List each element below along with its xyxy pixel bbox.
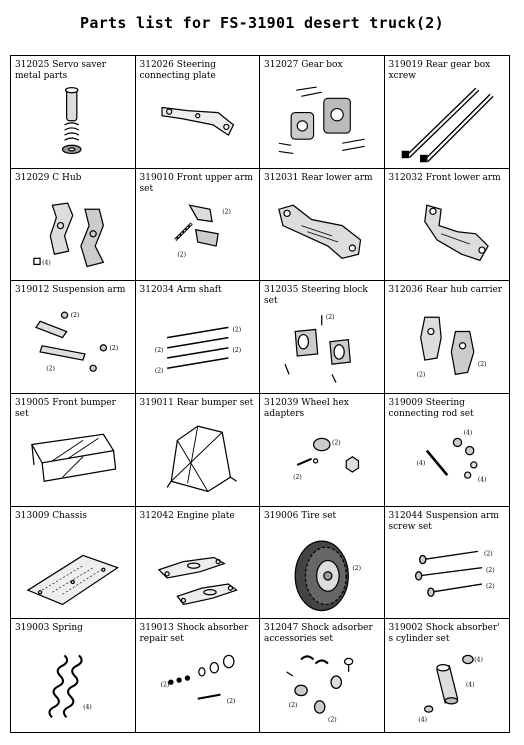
part-label: 313009 Chassis bbox=[15, 510, 87, 521]
svg-text:(2): (2) bbox=[485, 566, 495, 574]
part-cell bbox=[385, 394, 510, 507]
part-cell bbox=[260, 507, 385, 620]
part-cell bbox=[385, 281, 510, 394]
part-label: 319009 Steering connecting rod set bbox=[388, 397, 474, 419]
part-cell bbox=[385, 619, 510, 732]
svg-text:(2): (2) bbox=[485, 582, 495, 590]
svg-text:(4): (4) bbox=[473, 656, 483, 664]
part-cell bbox=[136, 56, 261, 169]
lower-arm-icon bbox=[266, 195, 378, 277]
part-label: 312029 C Hub bbox=[15, 172, 82, 183]
part-label: 312026 Steering connecting plate bbox=[139, 60, 216, 81]
part-cell bbox=[11, 281, 136, 394]
part-label: 319003 Spring bbox=[15, 623, 83, 634]
shock-cylinder-icon bbox=[391, 645, 504, 728]
rod-set-icon bbox=[391, 420, 504, 502]
arm-shaft-icon bbox=[142, 307, 254, 389]
svg-text:(2): (2) bbox=[109, 345, 119, 353]
part-label: 319006 Tire set bbox=[264, 510, 337, 521]
spring-icon bbox=[17, 645, 129, 728]
part-cell bbox=[11, 394, 136, 507]
part-cell bbox=[136, 169, 261, 282]
svg-text:(4): (4) bbox=[416, 459, 425, 467]
part-label: 312027 Gear box bbox=[264, 60, 343, 70]
svg-text:(2): (2) bbox=[160, 681, 169, 689]
part-cell bbox=[136, 394, 261, 507]
svg-text:(2): (2) bbox=[293, 474, 302, 482]
svg-text:(2): (2) bbox=[416, 371, 425, 379]
rear-bumper-icon bbox=[142, 420, 254, 502]
svg-text:(2): (2) bbox=[327, 716, 337, 724]
c-hub-icon bbox=[17, 195, 129, 277]
shock-accessory-icon bbox=[266, 645, 378, 728]
part-cell bbox=[136, 619, 261, 732]
bumper-icon bbox=[17, 420, 129, 502]
svg-text:(4): (4) bbox=[463, 429, 472, 437]
engine-plate-icon bbox=[142, 533, 254, 615]
part-label: 312047 Shock adsorber accessories set bbox=[264, 623, 373, 645]
suspension-arm-icon bbox=[17, 307, 129, 389]
hub-carrier-icon bbox=[391, 307, 504, 389]
tire-icon bbox=[266, 533, 378, 615]
steering-plate-icon bbox=[142, 82, 254, 164]
svg-text:(4): (4) bbox=[477, 476, 487, 484]
svg-text:(2): (2) bbox=[331, 439, 341, 447]
part-label: 319002 Shock absorber' s cylinder set bbox=[388, 623, 500, 645]
part-cell bbox=[11, 619, 136, 732]
shock-repair-icon bbox=[142, 645, 254, 728]
part-label: 312042 Engine plate bbox=[139, 510, 235, 521]
part-label: 319012 Suspension arm bbox=[15, 285, 126, 296]
screw-set-icon bbox=[391, 533, 504, 615]
part-cell bbox=[260, 169, 385, 282]
part-cell bbox=[136, 281, 261, 394]
part-cell bbox=[260, 56, 385, 169]
screw-pair-icon bbox=[391, 82, 504, 164]
chassis-icon bbox=[17, 533, 129, 615]
steering-block-icon bbox=[266, 307, 378, 389]
svg-text:(2): (2) bbox=[154, 367, 164, 375]
part-label: 319011 Rear bumper set bbox=[139, 397, 254, 408]
svg-text:(2): (2) bbox=[70, 312, 80, 320]
svg-text:(2): (2) bbox=[231, 326, 241, 334]
svg-text:(4): (4) bbox=[465, 681, 475, 689]
part-cell bbox=[385, 507, 510, 620]
part-label: 319013 Shock absorber repair set bbox=[139, 623, 249, 645]
svg-text:(4): (4) bbox=[42, 259, 51, 267]
part-cell bbox=[11, 507, 136, 620]
part-label: 312035 Steering block set bbox=[264, 285, 368, 307]
part-label: 312031 Rear lower arm bbox=[264, 172, 373, 183]
svg-text:(4): (4) bbox=[417, 716, 427, 724]
part-cell bbox=[11, 56, 136, 169]
svg-text:(2): (2) bbox=[176, 250, 186, 258]
part-label: 312032 Front lower arm bbox=[388, 172, 501, 183]
part-label: 312044 Suspension arm screw set bbox=[388, 510, 499, 532]
part-cell bbox=[385, 169, 510, 282]
svg-text:(2): (2) bbox=[231, 347, 241, 355]
servo-saver-icon bbox=[17, 82, 129, 164]
part-label: 312025 Servo saver metal parts bbox=[15, 60, 107, 81]
part-cell bbox=[260, 394, 385, 507]
part-cell bbox=[136, 507, 261, 620]
part-label: 319010 Front upper arm set bbox=[139, 172, 253, 194]
part-label: 312036 Rear hub carrier bbox=[388, 285, 503, 296]
svg-text:(2): (2) bbox=[477, 361, 487, 369]
svg-text:(2): (2) bbox=[352, 564, 362, 572]
part-label: 312039 Wheel hex adapters bbox=[264, 397, 349, 419]
hex-adapter-icon bbox=[266, 420, 378, 502]
part-cell bbox=[11, 169, 136, 282]
upper-arm-icon bbox=[142, 195, 254, 277]
svg-text:(4): (4) bbox=[83, 704, 92, 712]
svg-text:(2): (2) bbox=[226, 698, 235, 706]
page-title: Parts list for FS-31901 desert truck(2) bbox=[80, 14, 444, 32]
part-cell bbox=[260, 281, 385, 394]
svg-text:(2): (2) bbox=[288, 702, 298, 710]
part-label: 312034 Arm shaft bbox=[139, 285, 222, 296]
part-label: 319005 Front bumper set bbox=[15, 397, 116, 419]
parts-grid bbox=[10, 55, 510, 733]
svg-text:(2): (2) bbox=[221, 208, 231, 216]
lower-arm-icon bbox=[391, 195, 504, 277]
part-cell bbox=[385, 56, 510, 169]
gear-box-icon bbox=[266, 82, 378, 164]
svg-text:(2): (2) bbox=[483, 550, 493, 558]
part-label: 319019 Rear gear box xcrew bbox=[388, 60, 491, 81]
svg-text:(2): (2) bbox=[154, 347, 164, 355]
svg-text:(2): (2) bbox=[325, 314, 335, 322]
svg-text:(2): (2) bbox=[46, 365, 55, 373]
part-cell bbox=[260, 619, 385, 732]
